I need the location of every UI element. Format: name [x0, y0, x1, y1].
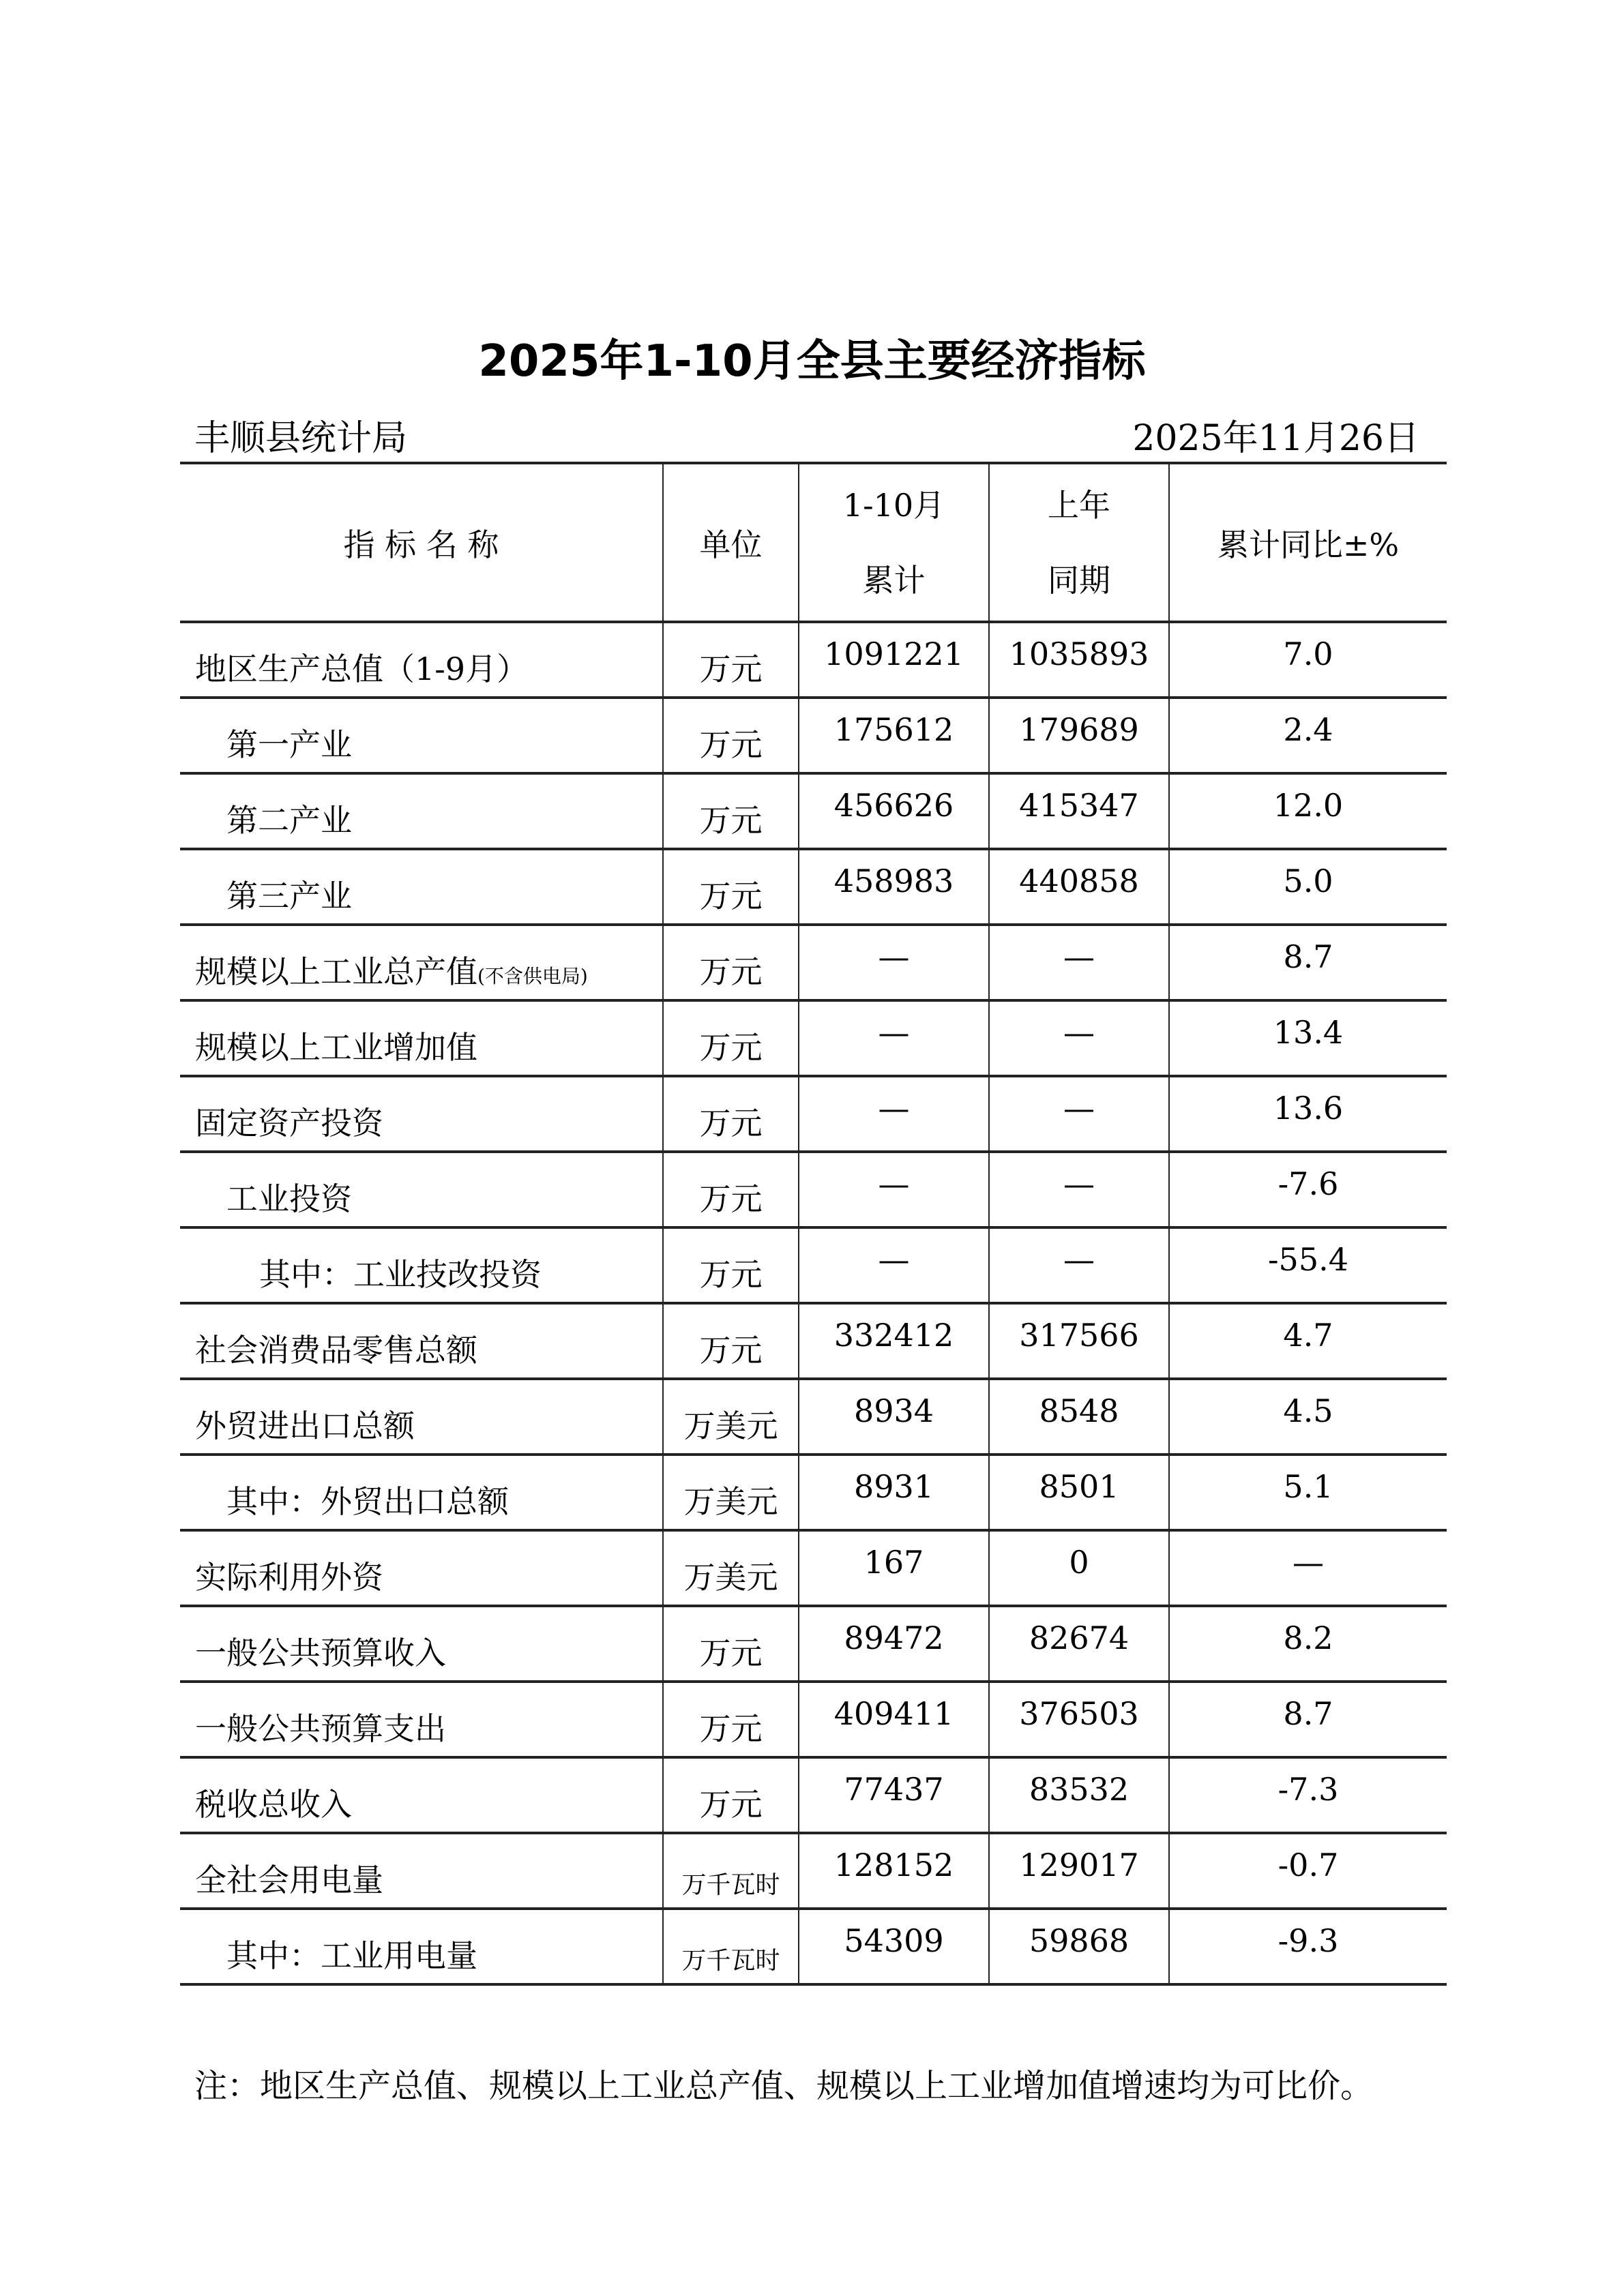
cumulative-value: 77437 [799, 1757, 989, 1833]
unit-cell: 万元 [663, 773, 799, 849]
indicator-name-text: 一般公共预算收入 [195, 1635, 446, 1671]
table-row [180, 849, 1447, 925]
yoy-change: 4.5 [1169, 1379, 1447, 1455]
table-row [180, 1000, 1447, 1076]
table-row [180, 622, 1447, 698]
indicator-name-text: 规模以上工业增加值 [195, 1029, 477, 1066]
header-cumulative-line1: 1-10月 [842, 486, 945, 524]
cumulative-value: — [799, 1227, 989, 1303]
cumulative-value: 458983 [799, 849, 989, 925]
indicator-name-text: 地区生产总值（1-9月） [195, 651, 529, 687]
unit-cell: 万元 [663, 925, 799, 1000]
previous-year-value: 0 [989, 1530, 1169, 1606]
previous-year-value: 129017 [989, 1833, 1169, 1909]
previous-year-value: 440858 [989, 849, 1169, 925]
previous-year-value: 376503 [989, 1682, 1169, 1757]
document-title: 2025年1-10月全县主要经济指标 [478, 336, 1146, 387]
indicator-name-text: 第二产业 [226, 802, 352, 839]
yoy-change: — [1169, 1530, 1447, 1606]
yoy-change: 5.1 [1169, 1455, 1447, 1530]
yoy-change: 7.0 [1169, 622, 1447, 698]
table-row [180, 1455, 1447, 1530]
indicator-name [180, 1606, 663, 1682]
previous-year-value: 415347 [989, 773, 1169, 849]
yoy-change: -9.3 [1169, 1909, 1447, 1984]
yoy-change: 8.7 [1169, 1682, 1447, 1757]
unit-cell: 万元 [663, 1000, 799, 1076]
previous-year-value: — [989, 925, 1169, 1000]
previous-year-value: 82674 [989, 1606, 1169, 1682]
indicator-name-text: 工业投资 [226, 1180, 352, 1217]
yoy-change: 13.6 [1169, 1076, 1447, 1152]
yoy-change: -7.3 [1169, 1757, 1447, 1833]
table-row [180, 1909, 1447, 1984]
indicator-name [180, 1000, 663, 1076]
header-previous-line2: 同期 [1048, 561, 1110, 599]
table-row [180, 1530, 1447, 1606]
footnote: 注：地区生产总值、规模以上工业总产值、规模以上工业增加值增速均为可比价。 [194, 2067, 1374, 2105]
table-row [180, 773, 1447, 849]
yoy-change: -55.4 [1169, 1227, 1447, 1303]
table-row [180, 1682, 1447, 1757]
table-row [180, 698, 1447, 773]
indicator-name [180, 849, 663, 925]
indicator-name [180, 1455, 663, 1530]
indicator-name-text: 第三产业 [226, 878, 352, 914]
table-row [180, 1606, 1447, 1682]
indicator-name [180, 1379, 663, 1455]
indicator-name [180, 773, 663, 849]
unit-cell: 万元 [663, 1606, 799, 1682]
previous-year-value: — [989, 1227, 1169, 1303]
unit-cell: 万千瓦时 [663, 1833, 799, 1909]
header-cumulative [799, 463, 989, 622]
yoy-change: 8.7 [1169, 925, 1447, 1000]
previous-year-value: 317566 [989, 1303, 1169, 1379]
indicator-name-text: 全社会用电量 [195, 1862, 383, 1898]
indicator-name [180, 1303, 663, 1379]
indicator-name-text: 社会消费品零售总额 [195, 1332, 477, 1369]
yoy-change: -7.6 [1169, 1152, 1447, 1227]
table-row [180, 1833, 1447, 1909]
previous-year-value: 59868 [989, 1909, 1169, 1984]
header-cumulative-line2: 累计 [862, 561, 926, 599]
cumulative-value: 332412 [799, 1303, 989, 1379]
table-row [180, 925, 1447, 1000]
table-header-row [180, 463, 1447, 622]
indicator-name [180, 925, 663, 1000]
yoy-change: 12.0 [1169, 773, 1447, 849]
unit-cell: 万元 [663, 1076, 799, 1152]
indicator-name [180, 622, 663, 698]
cumulative-value: 167 [799, 1530, 989, 1606]
table-row [180, 1076, 1447, 1152]
table-body [180, 622, 1447, 1984]
unit-cell: 万元 [663, 1757, 799, 1833]
indicator-name-text: 实际利用外资 [195, 1559, 383, 1596]
previous-year-value: 8501 [989, 1455, 1169, 1530]
indicators-table [180, 462, 1447, 1986]
cumulative-value: 54309 [799, 1909, 989, 1984]
previous-year-value: 83532 [989, 1757, 1169, 1833]
yoy-change: 13.4 [1169, 1000, 1447, 1076]
indicator-name [180, 1227, 663, 1303]
unit-cell: 万元 [663, 1303, 799, 1379]
yoy-change: 8.2 [1169, 1606, 1447, 1682]
header-yoy: 累计同比±% [1169, 463, 1447, 622]
publish-date: 2025年11月26日 [1132, 418, 1419, 459]
indicator-name-text: 其中：工业用电量 [226, 1937, 477, 1974]
table-row [180, 1379, 1447, 1455]
indicator-name [180, 1909, 663, 1984]
indicator-name [180, 698, 663, 773]
unit-cell: 万元 [663, 622, 799, 698]
indicator-name-text: 其中：外贸出口总额 [226, 1483, 509, 1520]
indicator-name-text: 外贸进出口总额 [195, 1407, 415, 1444]
indicator-name-text: 规模以上工业总产值 [195, 953, 477, 990]
indicator-name [180, 1530, 663, 1606]
previous-year-value: 8548 [989, 1379, 1169, 1455]
indicator-name [180, 1152, 663, 1227]
table-row [180, 1757, 1447, 1833]
previous-year-value: 1035893 [989, 622, 1169, 698]
unit-cell: 万美元 [663, 1379, 799, 1455]
previous-year-value: — [989, 1152, 1169, 1227]
cumulative-value: 8934 [799, 1379, 989, 1455]
unit-cell: 万元 [663, 849, 799, 925]
cumulative-value: — [799, 1076, 989, 1152]
header-name: 指 标 名 称 [180, 463, 663, 622]
indicator-name-text: 税收总收入 [195, 1786, 352, 1823]
cumulative-value: — [799, 1000, 989, 1076]
unit-cell: 万元 [663, 1682, 799, 1757]
indicator-name-suffix: (不含供电局) [477, 965, 588, 987]
table-row [180, 1303, 1447, 1379]
cumulative-value: 456626 [799, 773, 989, 849]
cumulative-value: — [799, 925, 989, 1000]
previous-year-value: 179689 [989, 698, 1169, 773]
previous-year-value: — [989, 1076, 1169, 1152]
header-previous-line1: 上年 [1048, 486, 1110, 524]
indicator-name [180, 1682, 663, 1757]
cumulative-value: 128152 [799, 1833, 989, 1909]
cumulative-value: 1091221 [799, 622, 989, 698]
unit-cell: 万美元 [663, 1530, 799, 1606]
yoy-change: -0.7 [1169, 1833, 1447, 1909]
indicator-name-text: 一般公共预算支出 [195, 1710, 446, 1747]
yoy-change: 5.0 [1169, 849, 1447, 925]
yoy-change: 2.4 [1169, 698, 1447, 773]
indicator-name-text: 固定资产投资 [195, 1105, 383, 1142]
table-row [180, 1227, 1447, 1303]
cumulative-value: 175612 [799, 698, 989, 773]
cumulative-value: — [799, 1152, 989, 1227]
header-unit: 单位 [663, 463, 799, 622]
indicator-name-text: 其中：工业技改投资 [259, 1256, 542, 1293]
cumulative-value: 409411 [799, 1682, 989, 1757]
indicator-name [180, 1076, 663, 1152]
indicator-name [180, 1833, 663, 1909]
unit-cell: 万美元 [663, 1455, 799, 1530]
cumulative-value: 89472 [799, 1606, 989, 1682]
unit-cell: 万千瓦时 [663, 1909, 799, 1984]
previous-year-value: — [989, 1000, 1169, 1076]
indicator-name [180, 1757, 663, 1833]
unit-cell: 万元 [663, 698, 799, 773]
unit-cell: 万元 [663, 1227, 799, 1303]
table-row [180, 1152, 1447, 1227]
yoy-change: 4.7 [1169, 1303, 1447, 1379]
cumulative-value: 8931 [799, 1455, 989, 1530]
issuing-organization: 丰顺县统计局 [194, 418, 408, 459]
header-previous-year [989, 463, 1169, 622]
indicator-name-text: 第一产业 [226, 726, 352, 763]
unit-cell: 万元 [663, 1152, 799, 1227]
